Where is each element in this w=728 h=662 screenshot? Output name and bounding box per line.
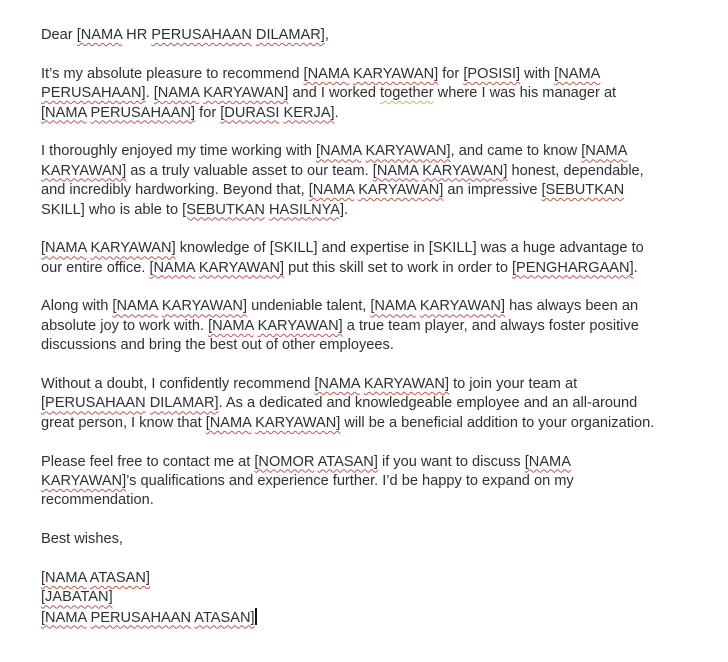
spellcheck-flagged-text: KARYAWAN] (255, 414, 341, 431)
text-run: It’s my absolute pleasure to recommend (41, 65, 304, 82)
closing[interactable] (41, 530, 701, 549)
spellcheck-flagged-text: [PENGHARGAAN] (512, 259, 634, 276)
spellcheck-flagged-text: KERJA] (283, 104, 335, 121)
text-line[interactable] (41, 239, 701, 258)
text-run: will be a beneficial addition to your organization. (340, 414, 655, 431)
text-run: Please feel free to contact me at (41, 453, 255, 470)
text-line[interactable] (41, 472, 701, 491)
spellcheck-flagged-text: DILAMAR] (255, 27, 325, 43)
spellcheck-flagged-text: [NAMA (112, 298, 158, 315)
spellcheck-flagged-text: [NAMA (208, 317, 254, 334)
text-run: recommendation. (41, 492, 154, 509)
spellcheck-flagged-text: [NAMA (149, 259, 195, 276)
spellcheck-flagged-text: [SEBUTKAN (182, 201, 265, 218)
spellcheck-flagged-text: KARYAWAN] (353, 65, 439, 82)
spellcheck-flagged-text: HASILNYA] (268, 201, 345, 218)
text-line[interactable] (41, 414, 701, 433)
letter-body[interactable] (41, 26, 701, 627)
text-run: knowledge of [SKILL] and expertise in [SKILL] was a huge advantage to (175, 240, 644, 257)
spellcheck-flagged-text: [NAMA (370, 298, 416, 315)
spellcheck-flagged-text: [NAMA (41, 240, 87, 257)
spellcheck-flagged-text: [NAMA (372, 162, 419, 179)
text-line[interactable] (41, 162, 701, 181)
text-run: SKILL] who is able to (41, 201, 183, 218)
spellcheck-flagged-text: KARYAWAN] (198, 259, 285, 276)
text-run: ’s qualifications and experience further. I’d be happy to expand on my (126, 472, 574, 489)
text-run: for (195, 104, 221, 121)
text-run: honest, dependable, (507, 162, 644, 179)
text-run: . (145, 85, 154, 102)
text-run: and I worked (288, 85, 381, 102)
spellcheck-flagged-text: [NAMA (41, 104, 87, 121)
text-run: Along with (41, 298, 113, 315)
skills-paragraph[interactable] (41, 239, 701, 278)
spellcheck-flagged-text: PERUSAHAAN] (41, 85, 146, 102)
text-run: HR (122, 27, 152, 43)
text-run: our entire office. (41, 259, 150, 276)
spellcheck-flagged-text: [JABATAN] (41, 589, 113, 606)
text-line[interactable] (41, 569, 701, 588)
spellcheck-flagged-text: ATASAN] (317, 453, 378, 470)
text-run: discussions and bring the best out of other employees. (41, 337, 394, 354)
spellcheck-flagged-text: KARYAWAN] (257, 317, 343, 334)
text-run: to join your team at (449, 376, 578, 393)
spellcheck-flagged-text: [NAMA (315, 143, 362, 160)
spellcheck-flagged-text: [NAMA (581, 143, 628, 160)
spellcheck-flagged-text: PERUSAHAAN] (90, 104, 196, 121)
text-run: Dear (41, 27, 77, 43)
spellcheck-flagged-text: [NAMA (41, 609, 87, 626)
text-run: . (633, 259, 638, 276)
spellcheck-flagged-text: KARYAWAN] (419, 298, 506, 315)
text-run: with (520, 65, 555, 82)
text-cursor (255, 608, 258, 625)
spellcheck-flagged-text: [SEBUTKAN (541, 182, 625, 199)
spellcheck-flagged-text: [DURASI (220, 104, 280, 121)
text-run: . (344, 201, 349, 218)
spellcheck-flagged-text: [NOMOR (254, 453, 315, 470)
signature-block[interactable] (41, 569, 701, 627)
spellcheck-flagged-text: KARYAWAN] (90, 240, 176, 257)
grammar-flagged-text: together (380, 85, 434, 102)
spellcheck-flagged-text: DILAMAR] (149, 395, 219, 412)
spellcheck-flagged-text: KARYAWAN] (358, 182, 444, 199)
spellcheck-flagged-text: [NAMA (524, 453, 571, 470)
spellcheck-flagged-text: PERUSAHAAN (90, 609, 192, 626)
contact-paragraph[interactable] (41, 453, 701, 511)
text-line[interactable] (41, 336, 701, 355)
spellcheck-flagged-text: [NAMA (554, 65, 601, 82)
spellcheck-flagged-text: [NAMA (308, 182, 355, 199)
text-run: great person, I know that (41, 414, 206, 431)
intro-paragraph[interactable] (41, 65, 701, 123)
spellcheck-flagged-text: KARYAWAN] (363, 376, 450, 393)
spellcheck-flagged-text: [NAMA (205, 414, 252, 431)
text-run: and incredibly hardworking. Beyond that, (41, 182, 309, 199)
spellcheck-flagged-text: KARYAWAN] (41, 472, 127, 489)
text-line[interactable] (41, 297, 701, 316)
spellcheck-flagged-text: [NAMA (41, 569, 87, 586)
text-run: undeniable talent, (247, 298, 371, 315)
text-line[interactable] (41, 588, 701, 607)
text-run: if you want to discuss (377, 453, 525, 470)
spellcheck-flagged-text: [NAMA (153, 85, 200, 102)
text-run: I thoroughly enjoyed my time working with (41, 143, 316, 160)
text-run: an impressive (443, 182, 542, 199)
spellcheck-flagged-text: KARYAWAN] (41, 162, 127, 179)
text-line[interactable] (41, 375, 701, 394)
text-run: put this skill set to work in order to (284, 259, 512, 276)
text-run: where I was his manager at (433, 85, 617, 102)
text-line[interactable] (41, 142, 701, 161)
spellcheck-flagged-text: [NAMA (314, 376, 360, 393)
text-run: Best wishes, (41, 531, 123, 548)
spellcheck-flagged-text: [POSISI] (463, 65, 521, 82)
text-line[interactable] (41, 608, 701, 627)
spellcheck-flagged-text: KARYAWAN] (365, 143, 451, 160)
text-run: . (334, 104, 339, 121)
spellcheck-flagged-text: KARYAWAN] (161, 298, 248, 315)
text-line[interactable] (41, 181, 701, 200)
experience-paragraph[interactable] (41, 142, 701, 220)
text-run: , (324, 27, 329, 43)
text-line[interactable] (41, 491, 701, 510)
teamwork-paragraph[interactable] (41, 297, 701, 355)
text-run: as a truly valuable asset to our team. (126, 162, 373, 179)
spellcheck-flagged-text: ATASAN] (194, 609, 255, 626)
text-run: a true team player, and always foster positive (342, 317, 639, 334)
text-run: Without a doubt, I confidently recommend (41, 376, 315, 393)
spellcheck-flagged-text: KARYAWAN] (422, 162, 508, 179)
spellcheck-flagged-text: [NAMA (76, 27, 123, 43)
recommendation-paragraph[interactable] (41, 375, 701, 433)
spellcheck-flagged-text: KARYAWAN] (203, 85, 289, 102)
text-line[interactable] (41, 26, 701, 45)
text-line[interactable] (41, 530, 701, 549)
text-run: . As a dedicated and knowledgeable employee and an all-around (218, 395, 638, 412)
spellcheck-flagged-text: ATASAN] (89, 569, 150, 586)
text-line[interactable] (41, 65, 701, 84)
text-line[interactable] (41, 453, 701, 472)
text-line[interactable] (41, 201, 701, 220)
text-run: has always been an (505, 298, 639, 315)
salutation[interactable] (41, 26, 701, 45)
text-line[interactable] (41, 84, 701, 103)
text-line[interactable] (41, 317, 701, 336)
text-run: , and came to know (450, 143, 582, 160)
text-run: for (438, 65, 464, 82)
text-line[interactable] (41, 394, 701, 413)
spellcheck-flagged-text: [NAMA (303, 65, 349, 82)
text-line[interactable] (41, 104, 701, 123)
text-run: absolute joy to work with. (41, 317, 209, 334)
spellcheck-flagged-text: [PERUSAHAAN (41, 395, 146, 412)
text-line[interactable] (41, 259, 701, 278)
spellcheck-flagged-text: PERUSAHAAN (151, 27, 252, 43)
